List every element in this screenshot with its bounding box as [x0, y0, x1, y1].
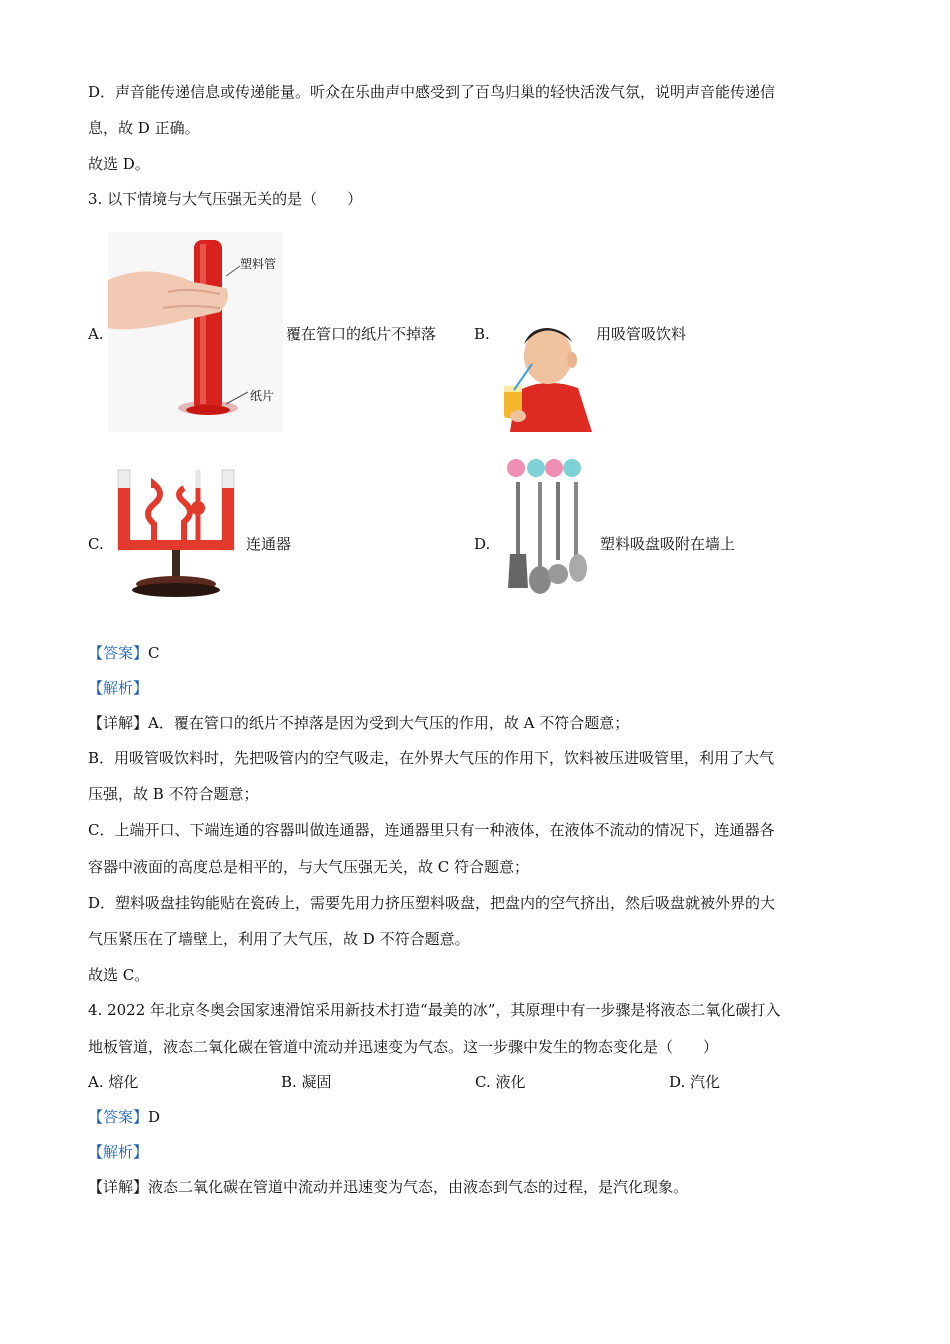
q4-answer: [88, 1107, 160, 1127]
q2-choose: 故选 D。: [88, 155, 150, 173]
answer-tag: 【答案】: [88, 644, 149, 662]
q3-option-c-text: 连通器: [246, 535, 292, 553]
q4-detail: [88, 1177, 688, 1197]
q3-choose: 故选 C。: [88, 966, 150, 984]
connector-vessel-figure: [114, 464, 240, 602]
q3-analysis-tag: 【解析】: [88, 679, 149, 697]
answer-value: C: [148, 644, 160, 662]
q3-detail-line3: 压强，故 B 不符合题意；: [88, 785, 259, 803]
q3-detail-line7: 气压紧压在了墙壁上，利用了大气压，故 D 不符合题意。: [88, 930, 470, 948]
q3-option-a-text: 覆在管口的纸片不掉落: [286, 325, 437, 343]
q4-analysis-tag: 【解析】: [88, 1143, 149, 1161]
q3-option-c-letter: C.: [88, 535, 104, 553]
q4-option-a: A. 熔化: [88, 1073, 139, 1091]
q4-stem-line2: 地板管道，液态二氧化碳在管道中流动并迅速变为气态。这一步骤中发生的物态变化是（ ）: [88, 1038, 719, 1056]
q3-option-b-text: 用吸管吸饮料: [596, 325, 687, 343]
q3-detail-line6: D．塑料吸盘挂钩能贴在瓷砖上，需要先用力挤压塑料吸盘，把盘内的空气挤出，然后吸盘就被外界的大: [88, 894, 776, 912]
detail-text: A．覆在管口的纸片不掉落是因为受到大气压的作用，故 A 不符合题意；: [148, 714, 630, 732]
q2-option-d-line1: D．声音能传递信息或传递能量。听众在乐曲声中感受到了百鸟归巢的轻快活泼气氛，说明声音能传递信: [88, 83, 776, 101]
q3-answer: [88, 643, 160, 663]
child-drinking-figure: [496, 316, 594, 432]
q4-stem-line1: 4. 2022 年北京冬奥会国家速滑馆采用新技术打造“最美的冰”，其原理中有一步骤是将液态二氧化碳打入: [88, 1001, 781, 1019]
answer-value: D: [148, 1108, 161, 1126]
q3-detail-line2: B．用吸管吸饮料时，先把吸管内的空气吸走，在外界大气压的作用下，饮料被压进吸管里，利用了大气: [88, 749, 775, 767]
label-plastic-tube: 塑料管: [240, 257, 277, 271]
q4-option-d: D. 汽化: [669, 1073, 721, 1091]
detail-text: 液态二氧化碳在管道中流动并迅速变为气态，由液态到气态的过程，是汽化现象。: [148, 1178, 689, 1196]
q4-option-c: C. 液化: [475, 1073, 526, 1091]
q3-detail-line5: 容器中液面的高度总是相平的，与大气压强无关，故 C 符合题意；: [88, 858, 530, 876]
q3-stem: 3. 以下情境与大气压强无关的是（ ）: [88, 190, 363, 208]
q3-detail-line1: [88, 713, 629, 733]
q3-option-b-letter: B.: [474, 325, 490, 343]
detail-tag: 【详解】: [88, 714, 149, 732]
q3-option-d-letter: D.: [474, 535, 491, 553]
answer-tag: 【答案】: [88, 1108, 149, 1126]
detail-tag: 【详解】: [88, 1178, 149, 1196]
q3-option-d-text: 塑料吸盘吸附在墙上: [600, 535, 736, 553]
q2-option-d-line2: 息，故 D 正确。: [88, 119, 200, 137]
q3-detail-line4: C．上端开口、下端连通的容器叫做连通器，连通器里只有一种液体，在液体不流动的情况下，连通器各: [88, 821, 775, 839]
suction-hooks-figure: [500, 456, 596, 600]
label-paper-sheet: 纸片: [250, 389, 275, 403]
q4-option-b: B. 凝固: [281, 1073, 332, 1091]
q3-option-a-letter: A.: [88, 325, 104, 343]
